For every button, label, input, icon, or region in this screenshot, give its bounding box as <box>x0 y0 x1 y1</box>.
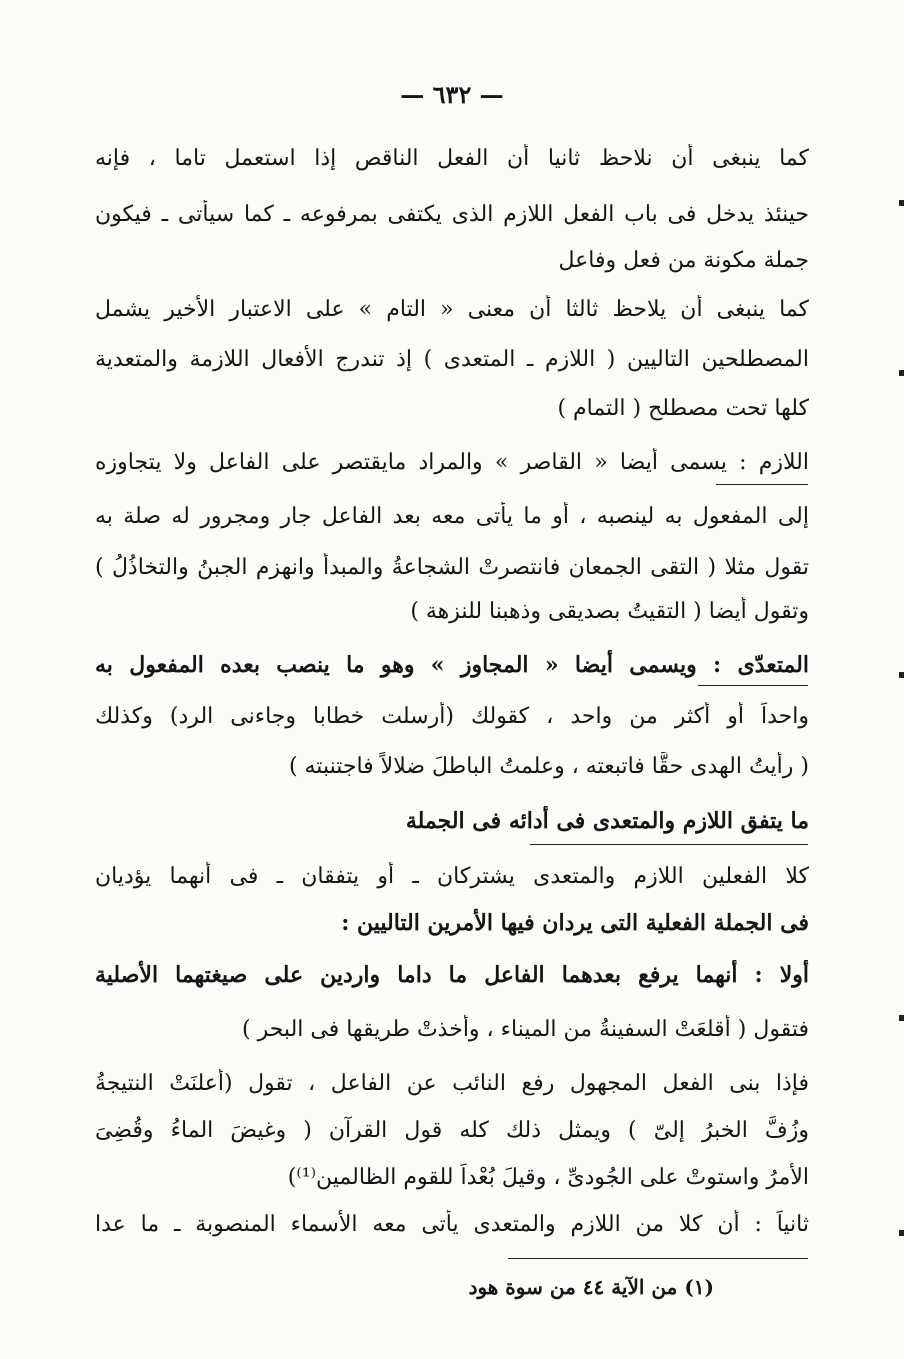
text-line-21: الأمرُ واستوتْ على الجُودىِّ ، وقيلَ بُعْداً للقوم الظالمين⁽¹⁾) <box>287 1165 809 1190</box>
scan-edge-mark <box>899 672 904 678</box>
text-line-20: وزُفَّ الخبرُ إلىّ ) ويمثل ذلك كله قول القرآن ( وغيضَ الماءُ وقُضِىَ <box>95 1118 809 1143</box>
text-line-7: اللازم : يسمى أيضا « القاصر » والمراد مايقتصر على الفاعل ولا يتجاوزه <box>95 450 809 475</box>
section-heading: ما يتفق اللازم والمتعدى فى أدائه فى الجملة <box>405 808 809 834</box>
scan-edge-mark <box>899 1230 904 1236</box>
text-line-6: كلها تحت مصطلح ( التمام ) <box>557 396 809 421</box>
text-line-10: وتقول أيضا ( التقيتُ بصديقى وذهبنا للنزهة ) <box>410 599 809 624</box>
text-line-2: حينئذ يدخل فى باب الفعل اللازم الذى يكتفى بمرفوعه ـ كما سيأتى ـ فيكون <box>95 202 809 227</box>
scan-edge-mark <box>899 1015 904 1021</box>
text-line-22: ثانياً : أن كلا من اللازم والمتعدى يأتى معه الأسماء المنصوبة ـ ما عدا <box>95 1212 809 1237</box>
footnote-separator <box>508 1258 808 1259</box>
scan-edge-mark <box>899 370 904 376</box>
text-line-13: ( رأيتُ الهدى حقًّا فاتبعته ، وعلمتُ الباطلَ ضلالاً فاجتنبته ) <box>288 754 809 779</box>
term-underline-mutaaddi <box>698 685 808 686</box>
scan-edge-mark <box>899 200 904 206</box>
text-line-8: إلى المفعول به لينصبه ، أو ما يأتى معه بعد الفاعل جار ومجرور له صلة به <box>95 504 809 529</box>
section-heading-underline <box>530 844 808 845</box>
text-line-5: المصطلحين التاليين ( اللازم ـ المتعدى ) إذ تندرج الأفعال اللازمة والمتعدية <box>95 347 809 372</box>
text-line-12: واحداً أو أكثر من واحد ، كقولك (أرسلت خطابا وجاءنى الرد) وكذلك <box>95 704 809 729</box>
page-number: — ٦٣٢ — <box>400 80 504 109</box>
text-line-15: كلا الفعلين اللازم والمتعدى يشتركان ـ أو يتفقان ـ فى أنهما يؤديان <box>95 864 809 889</box>
text-line-9: تقول مثلا ( التقى الجمعان فانتصرتْ الشجاعةُ والمبدأ وانهزم الجبنُ والتخاذُلُ ) <box>95 555 809 580</box>
text-line-3: جملة مكونة من فعل وفاعل <box>558 248 809 273</box>
text-line-16: فى الجملة الفعلية التى يردان فيها الأمرين التاليين : <box>341 910 809 936</box>
text-line-4: كما ينبغى أن يلاحظ ثالثا أن معنى « التام » على الاعتبار الأخير يشمل <box>95 297 809 322</box>
text-line-1: كما ينبغى أن نلاحظ ثانيا أن الفعل الناقص إذا استعمل تاما ، فإنه <box>95 146 809 171</box>
text-line-17: أولا : أنهما يرفع بعدهما الفاعل ما داما واردين على صيغتهما الأصلية <box>95 962 809 988</box>
term-underline-lazim <box>716 484 808 485</box>
text-line-19: فإذا بنى الفعل المجهول رفع النائب عن الفاعل ، تقول (أُعلنَتْ النتيجةُ <box>95 1071 809 1096</box>
text-line-11: المتعدّى : ويسمى أيضا « المجاوز » وهو ما ينصب بعده المفعول به <box>95 652 809 678</box>
text-line-18: فتقول ( أقلعَتْ السفينةُ من الميناء ، وأخذتْ طريقها فى البحر ) <box>242 1017 809 1042</box>
footnote: (١) من الآية ٤٤ من سوة هود <box>468 1275 714 1299</box>
